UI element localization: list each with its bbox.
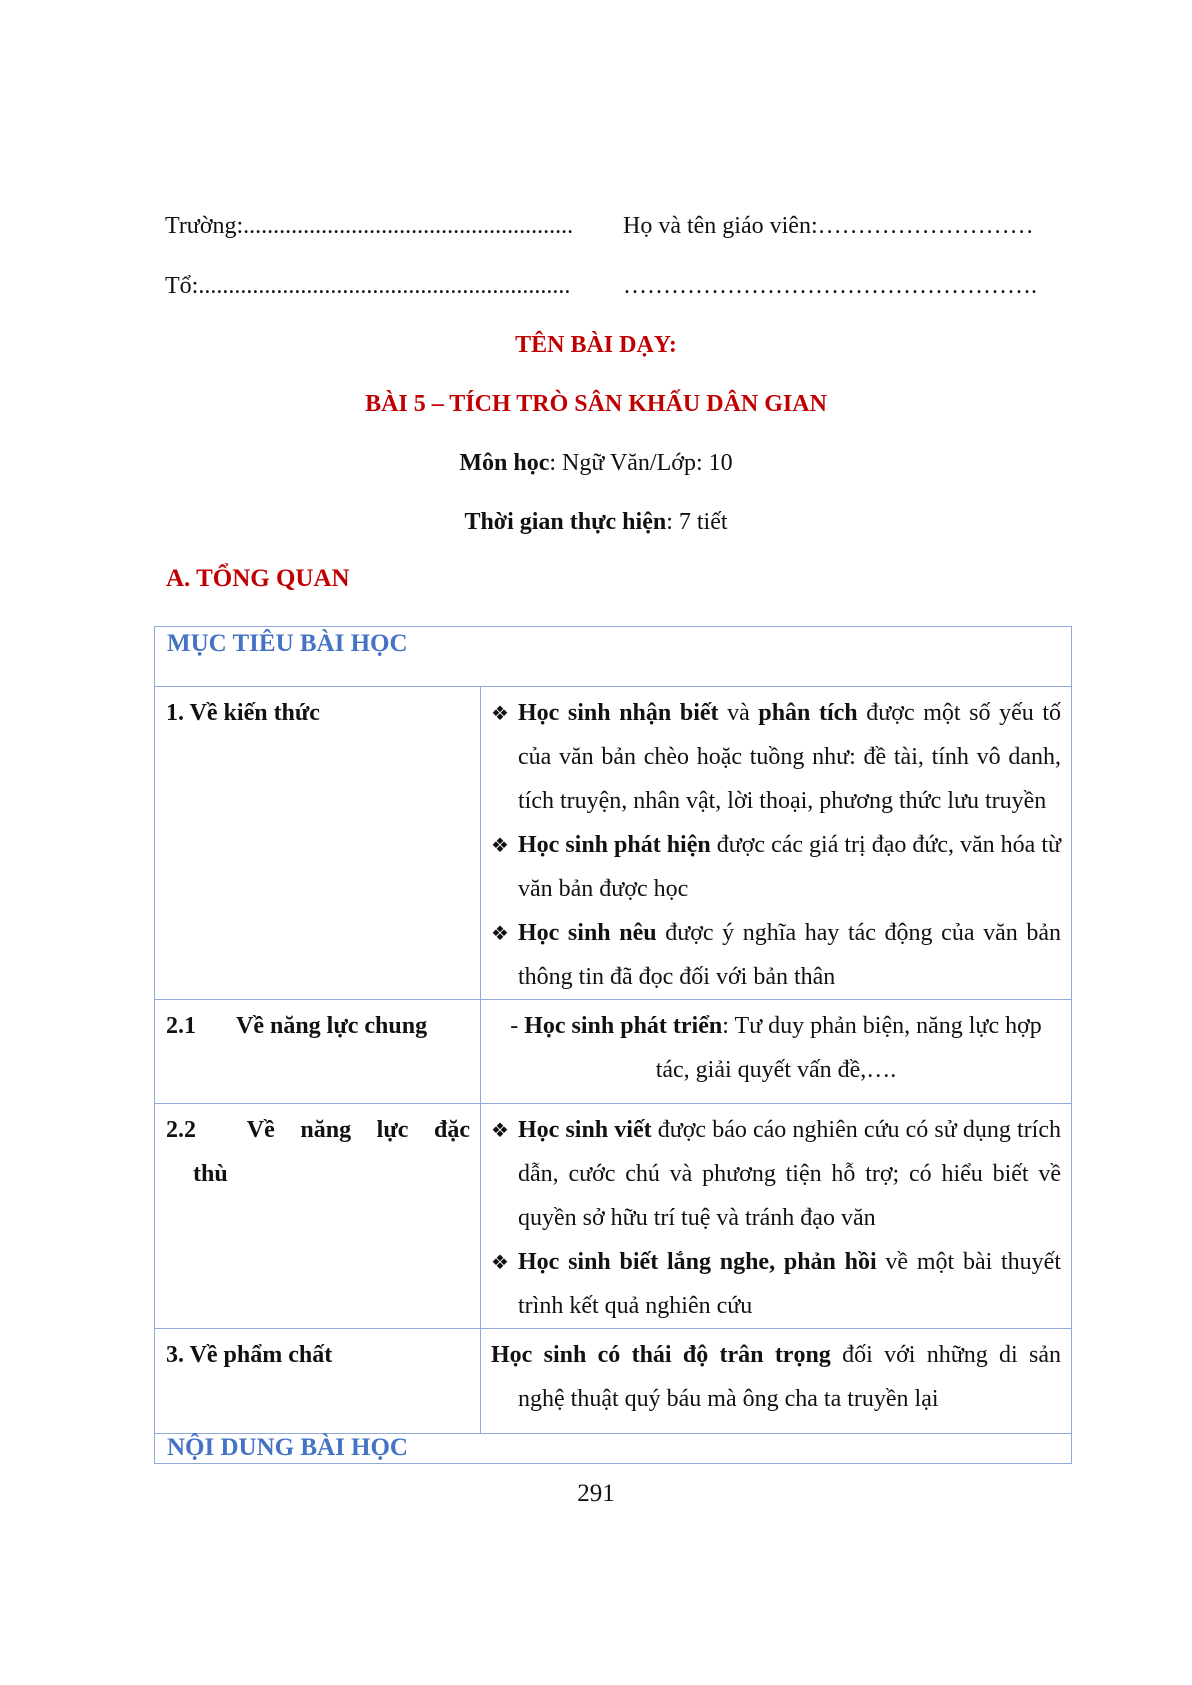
specific-item-1-bold: Học sinh viết (518, 1117, 652, 1143)
general-competence-label-text: Về năng lực chung (236, 1013, 428, 1039)
specific-competence-content (481, 1104, 1072, 1329)
diamond-bullet-icon: ❖ (491, 701, 509, 725)
knowledge-item-1-mid: và (718, 700, 759, 726)
subject-line (0, 450, 1192, 477)
specific-item-2-bold: Học sinh biết lắng nghe, phản hồi (518, 1249, 877, 1275)
knowledge-item-2 (491, 823, 1061, 911)
general-competence-line-1 (491, 1004, 1061, 1048)
specific-competence-label-1: Về năng lực đặc (246, 1117, 470, 1143)
knowledge-item-2-bold: Học sinh phát hiện (518, 832, 711, 858)
knowledge-item-1 (491, 691, 1061, 823)
knowledge-content (481, 687, 1072, 1000)
quality-bold: Học sinh có thái độ trân trọng (491, 1342, 831, 1368)
quality-content (481, 1329, 1072, 1434)
knowledge-item-3-rest: được ý nghĩa hay tác động của văn bản thông tin đã đọc đối với bản thân (518, 920, 1061, 990)
diamond-bullet-icon: ❖ (491, 1118, 509, 1142)
objectives-table (154, 626, 1072, 1464)
time-label: Thời gian thực hiện (464, 509, 667, 535)
general-competence-label (155, 1000, 481, 1104)
general-competence-row (155, 1000, 1072, 1104)
group-field: Tổ:.............................................................. (165, 273, 571, 299)
specific-competence-num: 2.2 (166, 1117, 196, 1143)
subject-value: : Ngữ Văn/Lớp: 10 (549, 450, 733, 476)
general-competence-rest1: : Tư duy phản biện, năng lực hợp (722, 1013, 1042, 1039)
subject-label: Môn học (459, 450, 550, 476)
lesson-heading: TÊN BÀI DẠY: (515, 332, 677, 358)
teacher-field: Họ và tên giáo viên:……………………… (623, 213, 1034, 239)
knowledge-item-3-bold: Học sinh nêu (518, 920, 657, 946)
quality-rest1: đối với những di sản (830, 1342, 1061, 1368)
general-competence-prefix: - (510, 1013, 525, 1039)
general-competence-line-2: tác, giải quyết vấn đề,…. (655, 1057, 897, 1083)
school-field: Trường:....................................................... (165, 213, 574, 239)
table-header-row (155, 627, 1072, 687)
specific-competence-label (155, 1104, 481, 1329)
quality-line-2: nghệ thuật quý báu mà ông cha ta truyền lại (518, 1386, 939, 1412)
general-competence-content (481, 1000, 1072, 1104)
page-number: 291 (577, 1480, 615, 1507)
knowledge-row (155, 687, 1072, 1000)
section-a-heading: A. TỔNG QUAN (166, 565, 350, 592)
diamond-bullet-icon: ❖ (491, 1250, 509, 1274)
content-heading: NỘI DUNG BÀI HỌC (155, 1434, 1072, 1464)
specific-item-1-rest: được báo cáo nghiên cứu có sử dụng trích dẫn, cước chú và phương tiện hỗ trợ; có hiểu biết về quyền sở hữu trí tuệ và tránh đạo văn (518, 1117, 1061, 1231)
specific-item-1 (491, 1108, 1061, 1240)
quality-label (155, 1329, 481, 1434)
knowledge-item-3 (491, 911, 1061, 999)
objectives-heading: MỤC TIÊU BÀI HỌC (155, 627, 1072, 687)
quality-label-text: 3. Về phẩm chất (166, 1342, 333, 1368)
diamond-bullet-icon: ❖ (491, 921, 509, 945)
quality-row (155, 1329, 1072, 1434)
specific-item-2-rest: về một bài thuyết trình kết quả nghiên cứu (518, 1249, 1062, 1319)
knowledge-item-1-bold2: phân tích (758, 700, 858, 726)
diamond-bullet-icon: ❖ (491, 833, 509, 857)
time-line (0, 509, 1192, 536)
knowledge-item-1-rest: được một số yếu tố của văn bản chèo hoặc tuồng như: đề tài, tính vô danh, tích truyện, nhân vật, lời thoại, phương thức lưu truyền (518, 700, 1061, 814)
teacher-field-continuation: ……………………………………………. (623, 273, 1037, 299)
specific-competence-row (155, 1104, 1072, 1329)
specific-item-2 (491, 1240, 1061, 1328)
quality-line-1 (491, 1333, 1061, 1377)
lesson-title: BÀI 5 – TÍCH TRÒ SÂN KHẤU DÂN GIAN (365, 391, 827, 417)
knowledge-label (155, 687, 481, 1000)
general-competence-num: 2.1 (166, 1013, 196, 1039)
specific-competence-label-2: thù (193, 1161, 228, 1187)
time-value: : 7 tiết (666, 509, 728, 535)
knowledge-item-1-bold1: Học sinh nhận biết (518, 700, 719, 726)
knowledge-label-text: 1. Về kiến thức (166, 700, 320, 726)
knowledge-item-2-rest: được các giá trị đạo đức, văn hóa từ văn bản được học (518, 832, 1061, 902)
general-competence-bold: Học sinh phát triển (524, 1013, 723, 1039)
table-footer-row (155, 1434, 1072, 1464)
